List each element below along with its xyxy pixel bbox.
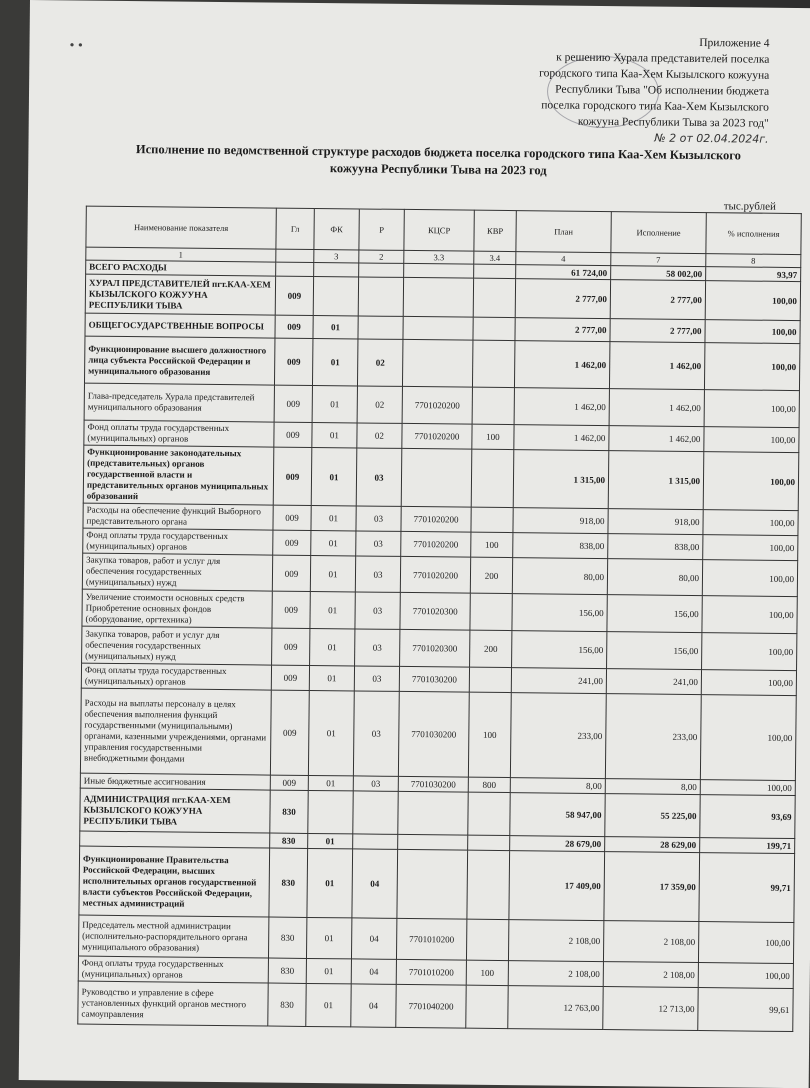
cell-kvr — [466, 985, 508, 1028]
cell-pct: 100,00 — [702, 596, 797, 634]
cell-gl: 009 — [270, 690, 309, 775]
budget-table — [77, 206, 802, 1032]
cell-name: Расходы на выплаты персоналу в целях обеспечения выполнения функций государственными (муниципальными) органами, казенными учреждениями, органами управления государственными внебюджетными фондами — [80, 688, 271, 775]
cell-name: Закупка товаров, работ и услуг для обеспечения государственных (муниципальных) нужд — [82, 553, 272, 591]
cell-exec: 58 002,00 — [611, 266, 706, 281]
col-number: 4 — [516, 252, 611, 266]
cell-kvr: 800 — [468, 777, 510, 792]
cell-kvr — [471, 449, 514, 507]
punch-marks: • • — [69, 38, 83, 54]
cell-name: Функционирование Правительства Российской Федерации, высших исполнительных органов государственной власти субъектов Российской Федерации, местных администраций — [79, 846, 270, 917]
cell-kvr: 200 — [470, 557, 512, 593]
cell-pct: 100,00 — [698, 922, 793, 964]
cell-pct: 100,00 — [700, 695, 796, 781]
cell-r: 03 — [356, 448, 402, 506]
cell-name: Иные бюджетные ассигнования — [80, 773, 270, 790]
cell-fk: 01 — [311, 530, 356, 555]
cell-name: Функционирование законодательных (представительных) органов государственной власти и представительных органов муниципальных образований — [83, 445, 274, 505]
cell-fk: 01 — [308, 833, 353, 848]
cell-kcsr: 7701030200 — [399, 666, 469, 692]
cell-plan: 80,00 — [512, 558, 607, 595]
cell-kcsr — [397, 849, 468, 919]
document-page — [19, 0, 810, 1088]
cell-kcsr: 7701020200 — [401, 531, 471, 557]
col-number: 2 — [359, 250, 404, 263]
cell-kvr — [474, 264, 516, 278]
cell-plan: 12 763,00 — [508, 986, 603, 1030]
cell-exec: 2 777,00 — [610, 280, 705, 320]
cell-fk: 01 — [308, 690, 354, 775]
col-header: Р — [359, 209, 404, 250]
cell-kcsr: 7701030200 — [398, 691, 469, 777]
cell-r: 03 — [355, 629, 400, 666]
cell-exec: 8,00 — [605, 779, 700, 795]
cell-kcsr: 7701020300 — [400, 629, 470, 667]
cell-name: ОБЩЕГОСУДАРСТВЕННЫЕ ВОПРОСЫ — [85, 313, 275, 338]
cell-plan: 17 409,00 — [509, 851, 605, 921]
cell-plan: 1 315,00 — [513, 450, 609, 509]
col-header: Гл — [276, 208, 314, 249]
cell-gl: 009 — [272, 628, 310, 665]
cell-gl: 009 — [272, 591, 310, 628]
cell-kcsr: 7701020200 — [402, 386, 472, 424]
cell-plan: 1 462,00 — [514, 388, 609, 426]
cell-r: 03 — [355, 592, 400, 629]
cell-r: 04 — [351, 984, 396, 1027]
cell-kvr — [472, 340, 514, 387]
col-header: КВР — [474, 210, 516, 251]
cell-name: Фонд оплаты труда государственных (муниципальных) органов — [78, 956, 268, 983]
cell-plan: 233,00 — [510, 693, 606, 779]
cell-kcsr: 7701020200 — [401, 506, 471, 532]
cell-gl: 830 — [268, 917, 306, 958]
cell-kcsr: 7701040200 — [396, 984, 466, 1028]
cell-pct: 100,00 — [705, 320, 800, 344]
cell-name: Фонд оплаты труда государственных (муниципальных) органов — [81, 663, 271, 690]
cell-name: ВСЕГО РАСХОДЫ — [86, 260, 276, 276]
cell-name: Фонд оплаты труда государственных (муниципальных) органов — [83, 528, 273, 555]
cell-exec: 55 225,00 — [605, 794, 700, 838]
table-row — [84, 336, 799, 390]
cell-pct: 100,00 — [705, 281, 800, 321]
col-header: ФК — [314, 208, 359, 249]
cell-kcsr — [404, 263, 474, 278]
cell-kcsr — [403, 277, 473, 317]
cell-exec: 233,00 — [605, 694, 701, 780]
table-row — [78, 981, 793, 1031]
cell-r: 03 — [356, 531, 401, 556]
cell-gl: 009 — [273, 447, 312, 505]
cell-name: Закупка товаров, работ и услуг для обеспечения государственных (муниципальных) нужд — [82, 626, 272, 665]
cell-fk: 01 — [306, 983, 351, 1026]
cell-pct: 93,69 — [700, 795, 795, 839]
cell-fk: 01 — [309, 665, 354, 690]
cell-kcsr — [398, 834, 468, 850]
cell-fk — [314, 262, 359, 276]
cell-plan: 2 108,00 — [508, 920, 603, 962]
cell-plan: 28 679,00 — [510, 836, 605, 852]
cell-kvr: 100 — [471, 532, 513, 557]
cell-plan: 1 462,00 — [514, 341, 609, 389]
col-header: КЦСР — [404, 209, 474, 251]
cell-exec: 156,00 — [607, 632, 702, 670]
cell-pct: 100,00 — [702, 560, 797, 597]
cell-plan: 2 108,00 — [508, 961, 603, 987]
cell-gl: 009 — [271, 665, 309, 690]
cell-gl: 830 — [269, 848, 308, 917]
cell-gl: 009 — [274, 338, 312, 385]
cell-name: Увеличение стоимости основных средств Приобретение основных фондов (оборудование, оргтехника) — [82, 589, 272, 628]
cell-fk: 01 — [310, 628, 355, 665]
cell-exec: 241,00 — [606, 669, 701, 695]
cell-gl: 830 — [270, 833, 308, 848]
cell-name: Председатель местной администрации (исполнительно-распорядительного органа муниципального образования) — [78, 915, 268, 958]
cell-r — [353, 791, 398, 834]
cell-kvr — [473, 278, 515, 317]
cell-kcsr: 7701020200 — [402, 423, 472, 449]
cell-kvr: 100 — [472, 424, 514, 449]
cell-r: 03 — [354, 666, 399, 691]
cell-kcsr — [401, 448, 472, 507]
cell-r — [358, 277, 403, 316]
cell-plan: 1 462,00 — [514, 425, 609, 451]
col-header: План — [516, 211, 611, 253]
cell-kcsr — [402, 339, 472, 387]
cell-kvr: 200 — [470, 630, 512, 667]
cell-exec: 12 713,00 — [603, 987, 698, 1031]
col-number: 3.4 — [474, 251, 516, 264]
cell-fk: 01 — [313, 315, 358, 338]
stamp-mark — [547, 55, 660, 128]
cell-exec: 918,00 — [608, 509, 703, 535]
cell-r: 04 — [351, 918, 396, 959]
cell-exec: 80,00 — [607, 559, 702, 596]
cell-kvr — [468, 792, 510, 835]
cell-pct: 199,71 — [700, 838, 795, 854]
cell-exec: 156,00 — [607, 595, 702, 633]
cell-kcsr — [398, 791, 468, 835]
cell-exec: 1 462,00 — [609, 389, 704, 427]
table-row — [83, 445, 799, 510]
cell-pct: 93,97 — [706, 267, 801, 282]
col-number: 8 — [706, 254, 801, 268]
annex-line: Республики Тыва "Об исполнении бюджета — [555, 83, 770, 98]
cell-gl: 830 — [268, 983, 306, 1026]
cell-plan: 156,00 — [512, 631, 607, 669]
cell-name: Расходы на обеспечение функций Выборного представительного органа — [83, 503, 273, 530]
cell-exec: 2 108,00 — [603, 962, 698, 988]
cell-kvr — [472, 387, 514, 424]
cell-exec: 838,00 — [608, 534, 703, 560]
cell-kcsr: 7701010200 — [396, 959, 466, 985]
cell-r: 02 — [357, 339, 402, 386]
cell-exec: 17 359,00 — [604, 852, 700, 922]
col-header: Наименование показателя — [86, 206, 276, 249]
cell-plan: 156,00 — [512, 594, 607, 632]
cell-plan: 58 947,00 — [510, 793, 605, 837]
annex-line: Приложение 4 — [699, 37, 770, 50]
cell-fk: 01 — [311, 447, 357, 505]
annex-line: кожууна Республики Тыва за 2023 год" — [577, 115, 769, 130]
cell-r: 02 — [357, 423, 402, 448]
col-header: % исполнения — [706, 213, 801, 255]
cell-fk: 01 — [311, 505, 356, 530]
cell-pct: 100,00 — [703, 535, 798, 561]
cell-r: 02 — [357, 386, 402, 423]
cell-pct: 100,00 — [700, 780, 795, 796]
cell-fk — [313, 276, 358, 315]
cell-kcsr: 7701010200 — [396, 918, 466, 960]
cell-gl: 009 — [270, 775, 308, 790]
cell-gl: 830 — [268, 958, 306, 983]
annex-line: поселка городского типа Каа-Хем Кызылского — [541, 99, 769, 114]
cell-pct: 100,00 — [704, 390, 799, 428]
cell-exec: 1 462,00 — [609, 426, 704, 452]
cell-kcsr: 7701030200 — [398, 776, 468, 792]
cell-kvr — [467, 850, 510, 919]
cell-fk: 01 — [310, 591, 355, 628]
cell-fk: 01 — [308, 775, 353, 790]
cell-pct: 100,00 — [703, 452, 799, 511]
cell-fk: 01 — [307, 848, 353, 917]
cell-exec: 2 108,00 — [603, 921, 698, 963]
cell-gl: 009 — [274, 422, 312, 447]
cell-r — [359, 263, 404, 277]
cell-pct: 100,00 — [698, 963, 793, 989]
cell-pct: 100,00 — [704, 427, 799, 453]
cell-kvr — [466, 919, 508, 960]
annex-line: к решению Хурала представителей поселка — [556, 51, 770, 66]
col-header: Исполнение — [611, 212, 706, 254]
col-number — [276, 249, 314, 262]
cell-plan: 838,00 — [513, 533, 608, 559]
cell-pct: 100,00 — [702, 633, 797, 671]
cell-pct: 100,00 — [703, 510, 798, 536]
cell-name: АДМИНИСТРАЦИЯ пгт.КАА-ХЕМ КЫЗЫЛСКОГО КОЖУУНА РЕСПУБЛИКИ ТЫВА — [80, 788, 270, 833]
cell-plan: 918,00 — [513, 508, 608, 534]
cell-pct: 99,71 — [699, 853, 795, 923]
handwritten-date: № 2 от 02.04.2024г. — [654, 131, 769, 146]
cell-r: 03 — [353, 776, 398, 791]
col-number: 3 — [314, 249, 359, 262]
cell-exec: 1 315,00 — [608, 451, 704, 510]
cell-exec: 1 462,00 — [609, 342, 704, 390]
cell-gl: 009 — [274, 385, 312, 422]
cell-gl — [276, 262, 314, 276]
cell-kvr — [469, 667, 511, 692]
cell-fk: 01 — [306, 958, 351, 983]
cell-gl: 009 — [275, 315, 313, 338]
cell-gl: 009 — [272, 555, 310, 591]
table-row — [79, 846, 795, 922]
page-title: Исполнение по ведомственной структуре расходов бюджета поселка городского типа Каа-Хем Кызылского кожууна Республики Тыва на 2023 год — [135, 142, 741, 178]
cell-kcsr: 7701020300 — [400, 592, 470, 630]
cell-plan: 61 724,00 — [516, 265, 611, 280]
cell-plan: 2 777,00 — [515, 279, 610, 319]
cell-gl: 830 — [270, 790, 308, 833]
cell-r — [353, 834, 398, 849]
cell-gl: 009 — [275, 276, 313, 315]
cell-fk: 01 — [312, 422, 357, 447]
cell-kvr — [470, 593, 512, 630]
cell-r: 03 — [353, 691, 399, 776]
cell-fk: 01 — [312, 385, 357, 422]
cell-kvr — [471, 507, 513, 532]
annex-line: городского типа Каа-Хем Кызылского кожууна — [539, 67, 770, 82]
col-number: 1 — [86, 247, 276, 262]
cell-name: ХУРАЛ ПРЕДСТАВИТЕЛЕЙ пгт.КАА-ХЕМ КЫЗЫЛСКОГО КОЖУУНА РЕСПУБЛИКИ ТЫВА — [85, 274, 275, 315]
cell-pct: 99,61 — [698, 988, 793, 1032]
cell-r: 03 — [356, 506, 401, 531]
cell-r: 03 — [355, 556, 400, 592]
cell-pct: 100,00 — [701, 670, 796, 696]
cell-kvr — [468, 835, 510, 850]
table-body — [78, 260, 801, 1031]
cell-exec: 28 629,00 — [605, 837, 700, 853]
cell-name: Фонд оплаты труда государственных (муниципальных) органов — [84, 420, 274, 447]
cell-r: 04 — [352, 849, 398, 918]
cell-gl: 009 — [273, 530, 311, 555]
cell-gl: 009 — [273, 505, 311, 530]
cell-name: Функционирование высшего должностного лица субъекта Российской Федерации и муниципального образования — [84, 336, 274, 385]
cell-exec: 2 777,00 — [610, 319, 705, 343]
cell-fk: 01 — [310, 555, 355, 591]
cell-kvr: 100 — [466, 960, 508, 985]
cell-plan: 241,00 — [511, 668, 606, 694]
cell-plan: 2 777,00 — [515, 318, 610, 342]
table-row — [80, 788, 795, 838]
cell-fk: 01 — [306, 917, 351, 958]
table-row — [80, 688, 796, 780]
cell-name: Руководство и управление в сфере установленных функций органов местного самоуправления — [78, 981, 268, 1026]
col-number: 3.3 — [404, 250, 474, 264]
cell-pct: 100,00 — [704, 343, 799, 391]
cell-r: 04 — [351, 959, 396, 984]
units-label: тыс.рублей — [723, 200, 776, 213]
cell-kvr: 100 — [468, 692, 511, 777]
cell-kcsr: 7701020200 — [400, 556, 470, 593]
col-number: 7 — [611, 253, 706, 267]
cell-plan: 8,00 — [510, 778, 605, 794]
cell-fk: 01 — [312, 338, 357, 385]
cell-kvr — [473, 317, 515, 340]
cell-name: Глава-председатель Хурала представителей муниципального образования — [84, 383, 274, 422]
cell-kcsr — [403, 316, 473, 340]
cell-fk — [308, 790, 353, 833]
cell-r — [358, 316, 403, 339]
